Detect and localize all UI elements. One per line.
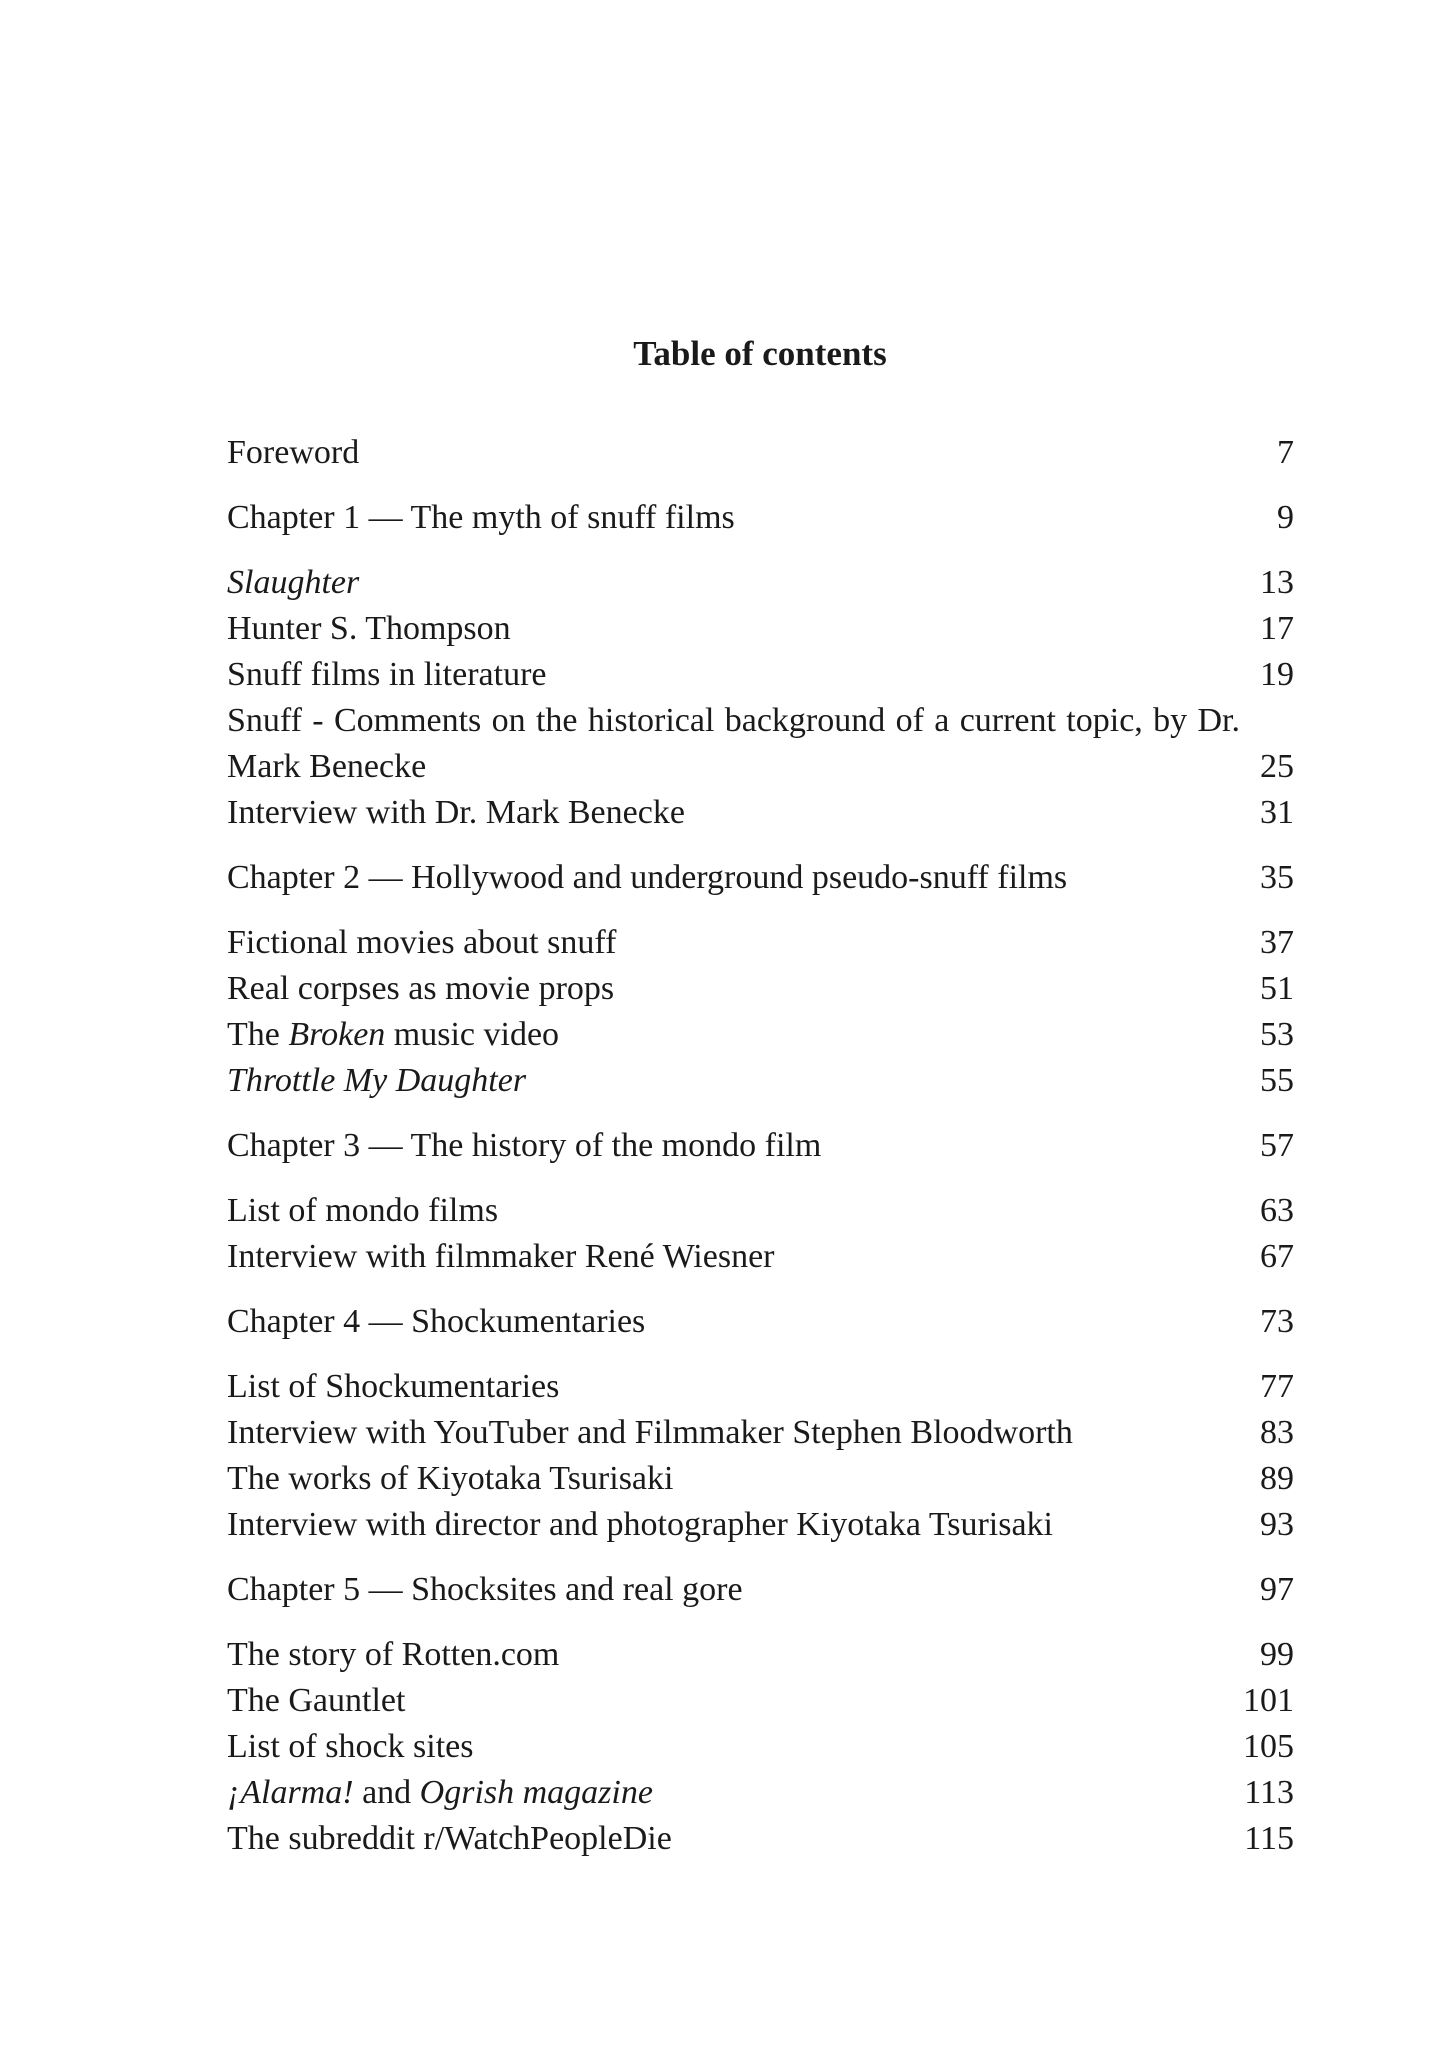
label-text: The bbox=[227, 1016, 289, 1053]
toc-entry bbox=[227, 1632, 1294, 1678]
toc-entry-page: 113 bbox=[1244, 1774, 1294, 1811]
toc-entry bbox=[227, 1724, 1294, 1770]
toc-entry-page: 13 bbox=[1260, 564, 1294, 601]
toc-chapter-1 bbox=[227, 495, 1294, 541]
toc-entry-page: 17 bbox=[1260, 610, 1294, 647]
toc-entry-label: The works of Kiyotaka Tsurisaki bbox=[227, 1460, 674, 1497]
toc-entry bbox=[227, 1188, 1294, 1234]
toc-entry-page: 37 bbox=[1260, 924, 1294, 961]
label-italic: Broken bbox=[288, 1016, 386, 1053]
toc-chapter-3 bbox=[227, 1123, 1294, 1169]
toc-entry-label bbox=[227, 1770, 653, 1816]
toc-entry-page: 7 bbox=[1277, 434, 1294, 471]
toc-entry-label: Hunter S. Thompson bbox=[227, 610, 511, 647]
toc-entry-page: 55 bbox=[1260, 1062, 1294, 1099]
toc-entry bbox=[227, 1012, 1294, 1058]
toc-entry-label: The subreddit r/WatchPeopleDie bbox=[227, 1820, 672, 1857]
toc-entry bbox=[227, 560, 1294, 606]
label-text: music video bbox=[385, 1016, 560, 1053]
label-italic: ¡Alarma! bbox=[227, 1774, 354, 1811]
table-of-contents bbox=[227, 430, 1294, 1862]
toc-entry-page: 101 bbox=[1243, 1682, 1294, 1719]
toc-entry-label: Fictional movies about snuff bbox=[227, 924, 617, 961]
toc-entry-label: List of mondo films bbox=[227, 1192, 499, 1229]
toc-entry bbox=[227, 966, 1294, 1012]
toc-entry-label: Chapter 3 — The history of the mondo film bbox=[227, 1127, 822, 1164]
label-italic: Ogrish magazine bbox=[419, 1774, 653, 1811]
toc-entry-page: 25 bbox=[1260, 748, 1294, 785]
toc-entry bbox=[227, 1502, 1294, 1548]
toc-entry-label: Snuff - Comments on the historical background of a current topic, by Dr. Mark Benecke bbox=[227, 702, 1240, 785]
toc-title: Table of contents bbox=[633, 334, 887, 373]
toc-entry-label: Chapter 2 — Hollywood and underground pseudo-snuff films bbox=[227, 859, 1068, 896]
toc-entry-page: 63 bbox=[1260, 1192, 1294, 1229]
toc-entry-page: 83 bbox=[1260, 1414, 1294, 1451]
toc-entry-page: 99 bbox=[1260, 1636, 1294, 1673]
toc-entry-page: 53 bbox=[1260, 1016, 1294, 1053]
toc-chapter-4 bbox=[227, 1299, 1294, 1345]
toc-entry-page: 89 bbox=[1260, 1460, 1294, 1497]
toc-entry bbox=[227, 920, 1294, 966]
toc-entry bbox=[227, 1678, 1294, 1724]
toc-entry-label: Chapter 4 — Shockumentaries bbox=[227, 1303, 646, 1340]
toc-entry-label: The Gauntlet bbox=[227, 1682, 406, 1719]
toc-entry-page: 9 bbox=[1277, 499, 1294, 536]
toc-entry-label: Real corpses as movie props bbox=[227, 970, 615, 1007]
toc-entry bbox=[227, 698, 1294, 790]
toc-entry-label: Interview with YouTuber and Filmmaker Stephen Bloodworth bbox=[227, 1414, 1073, 1451]
toc-entry-page: 19 bbox=[1260, 656, 1294, 693]
toc-chapter-5 bbox=[227, 1567, 1294, 1613]
toc-entry-label: Throttle My Daughter bbox=[227, 1062, 527, 1099]
label-text: and bbox=[353, 1774, 420, 1811]
toc-entry-page: 77 bbox=[1260, 1368, 1294, 1405]
toc-entry-foreword bbox=[227, 430, 1294, 476]
toc-entry bbox=[227, 1058, 1294, 1104]
toc-entry bbox=[227, 1456, 1294, 1502]
toc-entry-page: 115 bbox=[1244, 1820, 1294, 1857]
toc-entry-label bbox=[227, 1012, 559, 1058]
toc-entry bbox=[227, 1410, 1294, 1456]
toc-entry bbox=[227, 606, 1294, 652]
toc-entry-page: 67 bbox=[1260, 1238, 1294, 1275]
toc-entry bbox=[227, 790, 1294, 836]
toc-entry-page: 31 bbox=[1260, 794, 1294, 831]
toc-entry-label: Interview with director and photographer Kiyotaka Tsurisaki bbox=[227, 1506, 1053, 1543]
toc-entry bbox=[227, 1234, 1294, 1280]
toc-entry bbox=[227, 652, 1294, 698]
toc-entry-label: Interview with filmmaker René Wiesner bbox=[227, 1238, 775, 1275]
toc-entry-label: Foreword bbox=[227, 434, 360, 471]
toc-entry-label: List of shock sites bbox=[227, 1728, 474, 1765]
toc-entry-page: 73 bbox=[1260, 1303, 1294, 1340]
toc-entry bbox=[227, 1364, 1294, 1410]
toc-entry-page: 97 bbox=[1260, 1571, 1294, 1608]
toc-entry-label: Chapter 1 — The myth of snuff films bbox=[227, 499, 735, 536]
toc-entry bbox=[227, 1770, 1294, 1816]
toc-entry-label: Interview with Dr. Mark Benecke bbox=[227, 794, 685, 831]
toc-entry-label: List of Shockumentaries bbox=[227, 1368, 560, 1405]
toc-entry-page: 57 bbox=[1260, 1127, 1294, 1164]
toc-entry-label: Slaughter bbox=[227, 564, 360, 601]
toc-entry-page: 51 bbox=[1260, 970, 1294, 1007]
toc-entry-page: 93 bbox=[1260, 1506, 1294, 1543]
toc-entry-label: The story of Rotten.com bbox=[227, 1636, 560, 1673]
toc-entry-label: Snuff films in literature bbox=[227, 656, 547, 693]
toc-entry-page: 105 bbox=[1243, 1728, 1294, 1765]
toc-entry bbox=[227, 1816, 1294, 1862]
toc-entry-label: Chapter 5 — Shocksites and real gore bbox=[227, 1571, 743, 1608]
toc-entry-page: 35 bbox=[1260, 859, 1294, 896]
toc-chapter-2 bbox=[227, 855, 1294, 901]
